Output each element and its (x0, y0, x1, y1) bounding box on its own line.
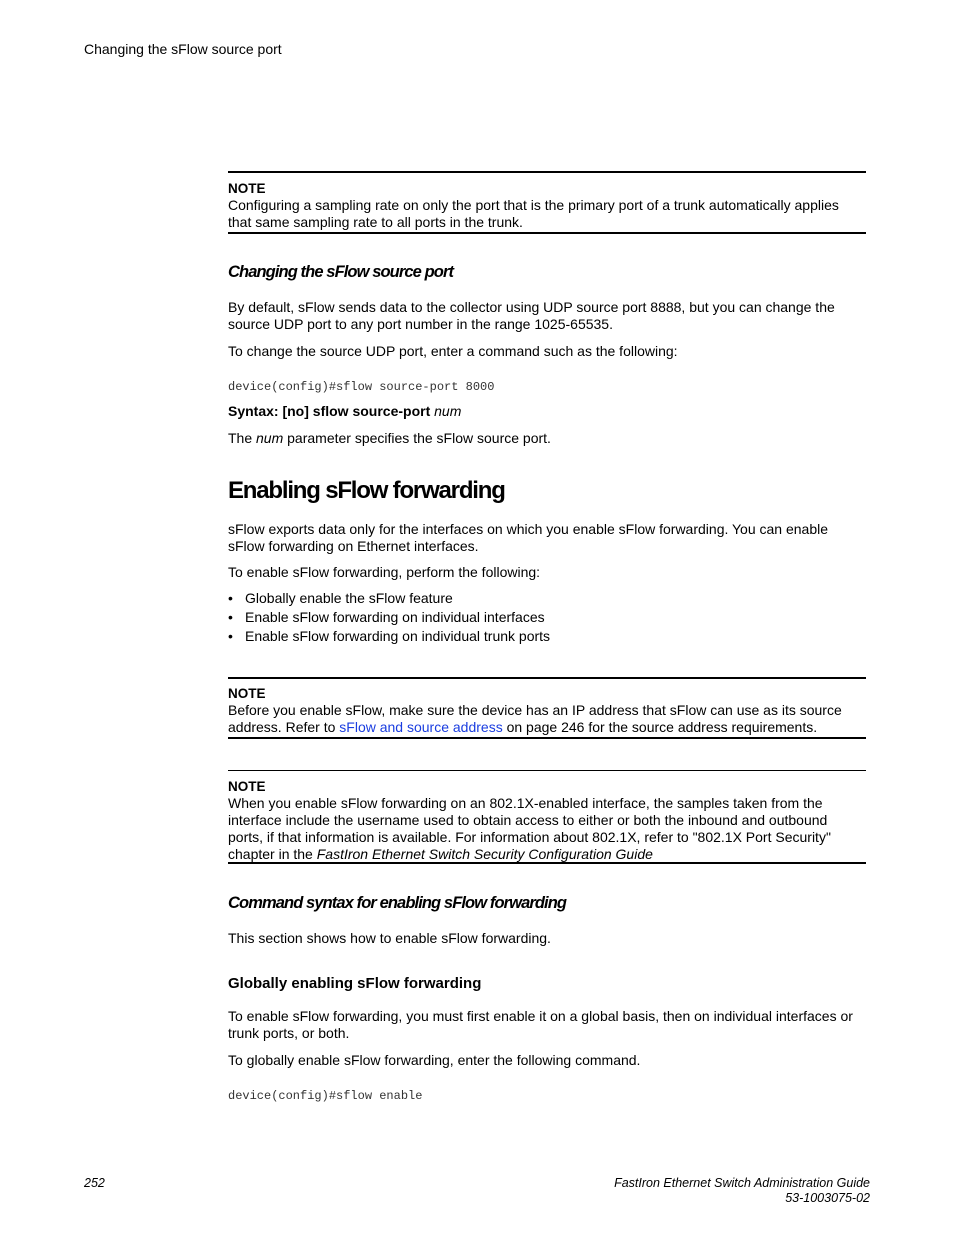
paragraph: sFlow exports data only for the interfaces on which you enable sFlow forwarding. You can enable sFlow forwarding on Ethernet interfaces. (228, 521, 829, 554)
paragraph: By default, sFlow sends data to the collector using UDP source port 8888, but you can change the source UDP port to any port number in the range 1025-65535. (228, 299, 835, 332)
note-box (228, 180, 866, 231)
running-header: Changing the sFlow source port (84, 41, 282, 57)
list-item-text: Enable sFlow forwarding on individual interfaces (245, 609, 545, 625)
subsection-heading: Globally enabling sFlow forwarding (228, 975, 482, 992)
note-top-rule (228, 171, 866, 173)
paragraph: To enable sFlow forwarding, perform the following: (228, 564, 541, 580)
note-bottom-rule (228, 862, 866, 864)
list-item-text: Globally enable the sFlow feature (245, 590, 453, 606)
text-span: When you enable sFlow forwarding on an 802.1X-enabled interface, the samples taken from the interface include the username used to obtain access to either or both the inbound and outbound ports, if that information is available. For information about 802.1X, refer to "802.1X Port Security" chapter in the (228, 795, 831, 862)
list-item: • Globally enable the sFlow feature (228, 590, 453, 606)
paragraph: This section shows how to enable sFlow forwarding. (228, 930, 551, 946)
list-item: • Enable sFlow forwarding on individual trunk ports (228, 628, 551, 644)
note-label: NOTE (228, 181, 266, 196)
section-heading: Changing the sFlow source port (228, 263, 454, 281)
list-item: • Enable sFlow forwarding on individual interfaces (228, 609, 545, 625)
note-top-rule (228, 770, 866, 771)
note-text: Configuring a sampling rate on only the port that is the primary port of a trunk automatically applies that same sampling rate to all ports in the trunk. (228, 197, 839, 230)
guide-title: FastIron Ethernet Switch Administration Guide (614, 1176, 870, 1190)
parameter-description (228, 430, 866, 447)
list-item-text: Enable sFlow forwarding on individual trunk ports (245, 628, 551, 644)
page-number: 252 (84, 1176, 105, 1190)
paragraph: To globally enable sFlow forwarding, enter the following command. (228, 1052, 641, 1068)
footer-info (614, 1176, 870, 1206)
note-label: NOTE (228, 779, 266, 794)
note-top-rule (228, 677, 866, 679)
parameter-term: num (256, 430, 284, 446)
text-span: Before you enable sFlow, make sure the device has an IP address that sFlow can use as its source address. Refer to (228, 702, 842, 735)
syntax-parameter: num (434, 403, 462, 419)
text-span: The (228, 430, 253, 446)
text-span: parameter specifies the sFlow source port. (287, 430, 551, 446)
note-text (228, 795, 866, 863)
syntax-command: Syntax: [no] sflow source-port (228, 403, 431, 419)
code-example: device(config)#sflow enable (228, 1089, 423, 1103)
document-number: 53-1003075-02 (785, 1191, 870, 1205)
book-title: FastIron Ethernet Switch Security Configuration Guide (316, 846, 653, 862)
text-span: on page 246 for the source address requirements. (506, 719, 818, 735)
paragraph: To enable sFlow forwarding, you must first enable it on a global basis, then on individual interfaces or trunk ports, or both. (228, 1008, 853, 1041)
note-label: NOTE (228, 686, 266, 701)
syntax-line (228, 403, 866, 420)
note-box (228, 778, 866, 863)
note-box (228, 685, 866, 736)
section-heading: Command syntax for enabling sFlow forwarding (228, 894, 567, 912)
cross-reference-link[interactable]: sFlow and source address (339, 719, 503, 735)
chapter-heading: Enabling sFlow forwarding (228, 477, 505, 504)
paragraph: To change the source UDP port, enter a command such as the following: (228, 343, 678, 359)
note-bottom-rule (228, 737, 866, 739)
note-bottom-rule (228, 232, 866, 234)
code-example: device(config)#sflow source-port 8000 (228, 380, 495, 394)
note-text (228, 702, 866, 736)
